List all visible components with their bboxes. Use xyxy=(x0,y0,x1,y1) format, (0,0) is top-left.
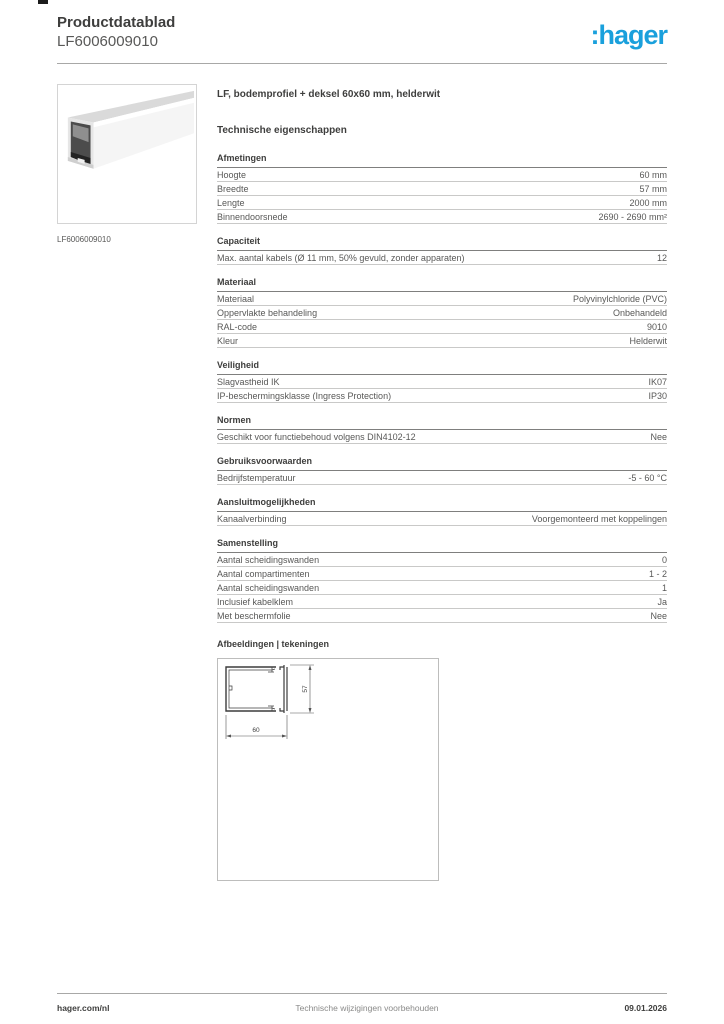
spec-row xyxy=(217,581,667,595)
spec-row-label: Aantal scheidingswanden xyxy=(217,582,320,593)
footer-row xyxy=(57,994,667,1013)
spec-row-value: 1 - 2 xyxy=(648,568,667,579)
spec-row xyxy=(217,430,667,444)
page-footer xyxy=(57,993,667,1013)
product-image-caption: LF6006009010 xyxy=(57,234,111,244)
spec-row-label: Binnendoorsnede xyxy=(217,211,288,222)
spec-row-label: Bedrijfstemperatuur xyxy=(217,472,296,483)
spec-row-label: Inclusief kabelklem xyxy=(217,596,294,607)
spec-row-value: Voorgemonteerd met koppelingen xyxy=(531,513,667,524)
spec-section xyxy=(217,456,667,485)
spec-row xyxy=(217,375,667,389)
technical-drawing-frame xyxy=(217,658,439,881)
spec-row-value: -5 - 60 °C xyxy=(628,472,667,483)
product-image-frame xyxy=(57,84,197,224)
spec-row-value: 12 xyxy=(656,252,667,263)
spec-row xyxy=(217,251,667,265)
spec-row xyxy=(217,306,667,320)
spec-row xyxy=(217,595,667,609)
product-image-column xyxy=(57,84,197,882)
spec-row-value: IP30 xyxy=(648,390,667,401)
spec-row-value: 0 xyxy=(661,554,667,565)
footer-website-link[interactable]: hager.com/nl xyxy=(57,1003,110,1013)
spec-section xyxy=(217,497,667,526)
spec-row-value: 2690 - 2690 mm² xyxy=(598,211,667,222)
spec-row xyxy=(217,292,667,306)
spec-row xyxy=(217,609,667,623)
spec-row-label: Kleur xyxy=(217,335,239,346)
spec-row-value: Polyvinylchloride (PVC) xyxy=(572,293,667,304)
spec-section xyxy=(217,236,667,265)
spec-section-title: Materiaal xyxy=(217,277,667,292)
content-area xyxy=(57,84,667,882)
spec-row xyxy=(217,389,667,403)
product-title: LF, bodemprofiel + deksel 60x60 mm, helderwit xyxy=(217,88,441,100)
spec-row-value: 60 mm xyxy=(639,169,667,180)
footer-date: 09.01.2026 xyxy=(624,1003,667,1013)
drawings-heading: Afbeeldingen | tekeningen xyxy=(217,638,330,649)
spec-section xyxy=(217,415,667,444)
cross-section-drawing xyxy=(218,659,438,880)
spec-row-label: Max. aantal kabels (Ø 11 mm, 50% gevuld, zonder apparaten) xyxy=(217,252,465,263)
spec-row-label: Geschikt voor functiebehoud volgens DIN4102-12 xyxy=(217,431,416,442)
specs-heading: Technische eigenschappen xyxy=(217,124,347,136)
spec-section-title: Capaciteit xyxy=(217,236,667,251)
spec-row-label: RAL-code xyxy=(217,321,258,332)
spec-section xyxy=(217,360,667,403)
spec-row xyxy=(217,553,667,567)
spec-sections xyxy=(217,153,667,623)
spec-section-title: Afmetingen xyxy=(217,153,667,168)
hager-logo: :hager xyxy=(590,20,667,50)
spec-row-label: IP-beschermingsklasse (Ingress Protection) xyxy=(217,390,392,401)
spec-row-value: 57 mm xyxy=(639,183,667,194)
spec-row-label: Met beschermfolie xyxy=(217,610,291,621)
spec-row-value: 2000 mm xyxy=(629,197,667,208)
spec-row xyxy=(217,168,667,182)
footer-notice: Technische wijzigingen voorbehouden xyxy=(295,1003,439,1013)
spec-row-label: Aantal scheidingswanden xyxy=(217,554,320,565)
spec-row xyxy=(217,320,667,334)
spec-row xyxy=(217,182,667,196)
width-dimension-label: 60 xyxy=(252,727,260,735)
spec-row-value: 1 xyxy=(661,582,667,593)
spec-section-title: Veiligheid xyxy=(217,360,667,375)
spec-section-title: Normen xyxy=(217,415,667,430)
spec-row-label: Slagvastheid IK xyxy=(217,376,280,387)
spec-section xyxy=(217,277,667,348)
page-header xyxy=(57,14,667,52)
spec-row-value: Helderwit xyxy=(629,335,667,346)
spec-section xyxy=(217,153,667,224)
spec-row-value: Nee xyxy=(650,431,667,442)
spec-row xyxy=(217,471,667,485)
spec-row-label: Materiaal xyxy=(217,293,255,304)
product-reference: LF6006009010 xyxy=(57,32,158,50)
spec-row-value: 9010 xyxy=(646,321,667,332)
spec-row-label: Breedte xyxy=(217,183,249,194)
spec-row-label: Lengte xyxy=(217,197,245,208)
spec-row xyxy=(217,567,667,581)
spec-row-value: IK07 xyxy=(648,376,667,387)
spec-section-title: Gebruiksvoorwaarden xyxy=(217,456,667,471)
header-title-block xyxy=(57,14,175,52)
spec-row-value: Ja xyxy=(657,596,667,607)
spec-section-title: Aansluitmogelijkheden xyxy=(217,497,667,512)
spec-row-value: Onbehandeld xyxy=(612,307,667,318)
spec-row xyxy=(217,196,667,210)
spec-row-label: Oppervlakte behandeling xyxy=(217,307,318,318)
spec-row xyxy=(217,210,667,224)
spec-row xyxy=(217,512,667,526)
spec-row-label: Kanaalverbinding xyxy=(217,513,287,524)
spec-section-title: Samenstelling xyxy=(217,538,667,553)
spec-row-value: Nee xyxy=(650,610,667,621)
spec-row xyxy=(217,334,667,348)
header-divider xyxy=(57,63,667,64)
spec-row-label: Hoogte xyxy=(217,169,247,180)
spec-section xyxy=(217,538,667,623)
product-photo xyxy=(58,85,196,223)
specs-column xyxy=(217,84,667,882)
document-type-title: Productdatablad xyxy=(57,14,176,31)
height-dimension-label: 57 xyxy=(302,685,309,693)
spec-row-label: Aantal compartimenten xyxy=(217,568,310,579)
